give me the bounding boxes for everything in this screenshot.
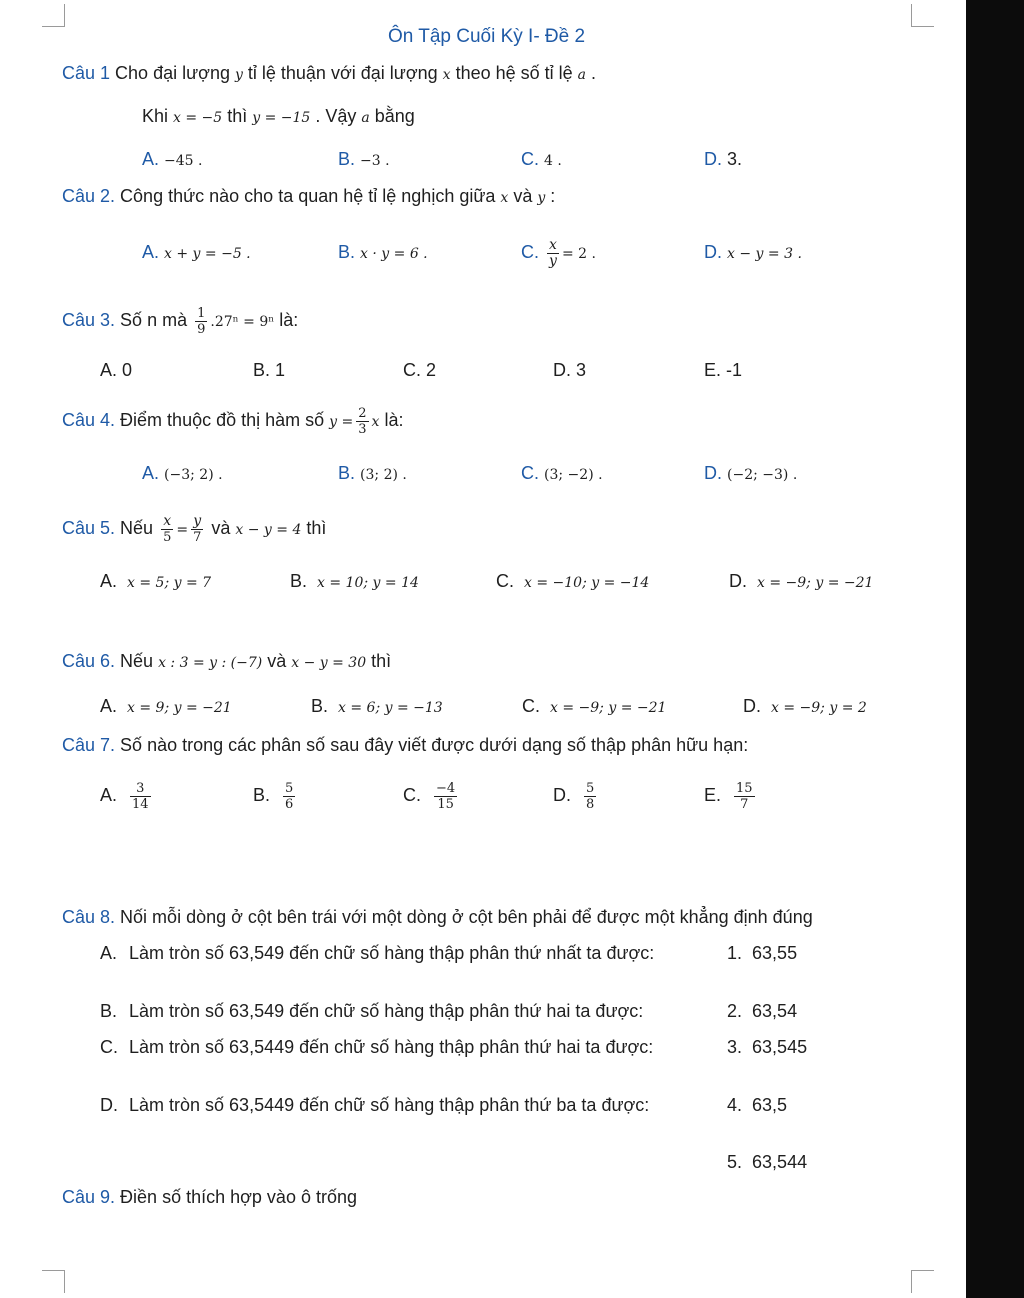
corner-mark-top-right [911, 4, 934, 27]
answer-option[interactable]: A. x = 9; y = −21 [100, 696, 232, 716]
matching-right-item: 1. 63,55 [727, 943, 798, 963]
answer-option[interactable]: B. (3; 2) . [338, 463, 407, 483]
question-2: Câu 2. Công thức nào cho ta quan hệ tỉ lệ nghịch giữa x và y : [62, 186, 556, 206]
answer-option[interactable]: A. 0 [100, 360, 133, 380]
question-label: Câu 6. [62, 651, 116, 671]
matching-left-item: B. Làm tròn số 63,549 đến chữ số hàng thập phân thứ hai ta được: [100, 1001, 644, 1021]
answer-option[interactable]: E. -1 [704, 360, 743, 380]
question-label: Câu 2. [62, 186, 116, 206]
answer-option[interactable]: D. x − y = 3 . [704, 242, 802, 262]
question-label: Câu 8. [62, 907, 116, 927]
question-label: Câu 4. [62, 410, 116, 430]
corner-mark-top-left [42, 4, 65, 27]
answer-option[interactable]: A. (−3; 2) . [142, 463, 223, 483]
question-label: Câu 9. [62, 1187, 116, 1207]
answer-option[interactable]: A. −45 . [142, 149, 203, 169]
question-8: Câu 8. Nối mỗi dòng ở cột bên trái với một dòng ở cột bên phải để được một khẳng định đúng [62, 907, 813, 927]
matching-left-item: A. Làm tròn số 63,549 đến chữ số hàng thập phân thứ nhất ta được: [100, 943, 655, 963]
answer-option[interactable]: C. x = −9; y = −21 [522, 696, 667, 716]
matching-left-item: C. Làm tròn số 63,5449 đến chữ số hàng thập phân thứ hai ta được: [100, 1037, 654, 1057]
question-1: Câu 1 Cho đại lượng y tỉ lệ thuận với đại lượng x theo hệ số tỉ lệ a . [62, 63, 597, 83]
answer-option[interactable]: B. x = 10; y = 14 [290, 571, 419, 591]
answer-option[interactable]: C. $\frac{x}{y}$ = 2 . [521, 236, 596, 269]
page-title: Ôn Tập Cuối Kỳ I- Đề 2 [387, 26, 586, 47]
matching-right-item: 5. 63,544 [727, 1152, 808, 1172]
black-side-strip [966, 0, 1024, 1298]
matching-right-item: 3. 63,545 [727, 1037, 808, 1057]
answer-option[interactable]: B. x = 6; y = −13 [311, 696, 443, 716]
question-4: Câu 4. Điểm thuộc đồ thị hàm số y = $\frac{2}{3}$ x là: [62, 405, 404, 437]
question-5: Câu 5. Nếu $\frac{x}{5}$ = $\frac{y}{7}$ và x − y = 4 thì [62, 512, 327, 545]
corner-mark-bottom-left [42, 1270, 65, 1293]
answer-option[interactable]: D. x = −9; y = 2 [743, 696, 867, 716]
matching-left-item: D. Làm tròn số 63,5449 đến chữ số hàng thập phân thứ ba ta được: [100, 1095, 650, 1115]
matching-right-item: 4. 63,5 [727, 1095, 788, 1115]
matching-right-item: 2. 63,54 [727, 1001, 798, 1021]
answer-option[interactable]: C. (3; −2) . [521, 463, 603, 483]
answer-option[interactable]: B. x · y = 6 . [338, 242, 428, 262]
answer-option[interactable]: C. x = −10; y = −14 [496, 571, 650, 591]
answer-option[interactable]: A. x + y = −5 . [142, 242, 251, 262]
question-label: Câu 7. [62, 735, 116, 755]
answer-option[interactable]: D. 3 [553, 360, 587, 380]
answer-option[interactable]: E. $\frac{15}{7}$ [704, 780, 753, 812]
answer-option[interactable]: A. x = 5; y = 7 [100, 571, 212, 591]
corner-mark-bottom-right [911, 1270, 934, 1293]
answer-option[interactable]: B. $\frac{5}{6}$ [253, 780, 294, 812]
answer-option[interactable]: D. x = −9; y = −21 [729, 571, 874, 591]
answer-option[interactable]: B. 1 [253, 360, 286, 380]
question-3: Câu 3. Số n mà $\frac{1}{9}$ .27ⁿ = 9ⁿ là: [62, 305, 299, 337]
answer-option[interactable]: C. $\frac{-4}{15}$ [403, 780, 456, 812]
answer-option[interactable]: D. (−2; −3) . [704, 463, 798, 483]
answer-option[interactable]: C. 4 . [521, 149, 562, 169]
answer-option[interactable]: B. −3 . [338, 149, 390, 169]
question-9: Câu 9. Điền số thích hợp vào ô trống [62, 1187, 357, 1207]
answer-option[interactable]: D. $\frac{5}{8}$ [553, 780, 595, 812]
answer-option[interactable]: A. $\frac{3}{14}$ [100, 780, 149, 812]
question-1-condition: Khi x = −5 thì y = −15 . Vậy a bằng [142, 106, 415, 126]
answer-option[interactable]: D. 3. [704, 149, 743, 169]
answer-option[interactable]: C. 2 [403, 360, 437, 380]
question-label: Câu 3. [62, 310, 116, 330]
question-label: Câu 5. [62, 518, 116, 538]
question-7: Câu 7. Số nào trong các phân số sau đây viết được dưới dạng số thập phân hữu hạn: [62, 735, 749, 755]
question-label: Câu 1 [62, 63, 111, 83]
question-6: Câu 6. Nếu x : 3 = y : (−7) và x − y = 30 thì [62, 651, 392, 671]
